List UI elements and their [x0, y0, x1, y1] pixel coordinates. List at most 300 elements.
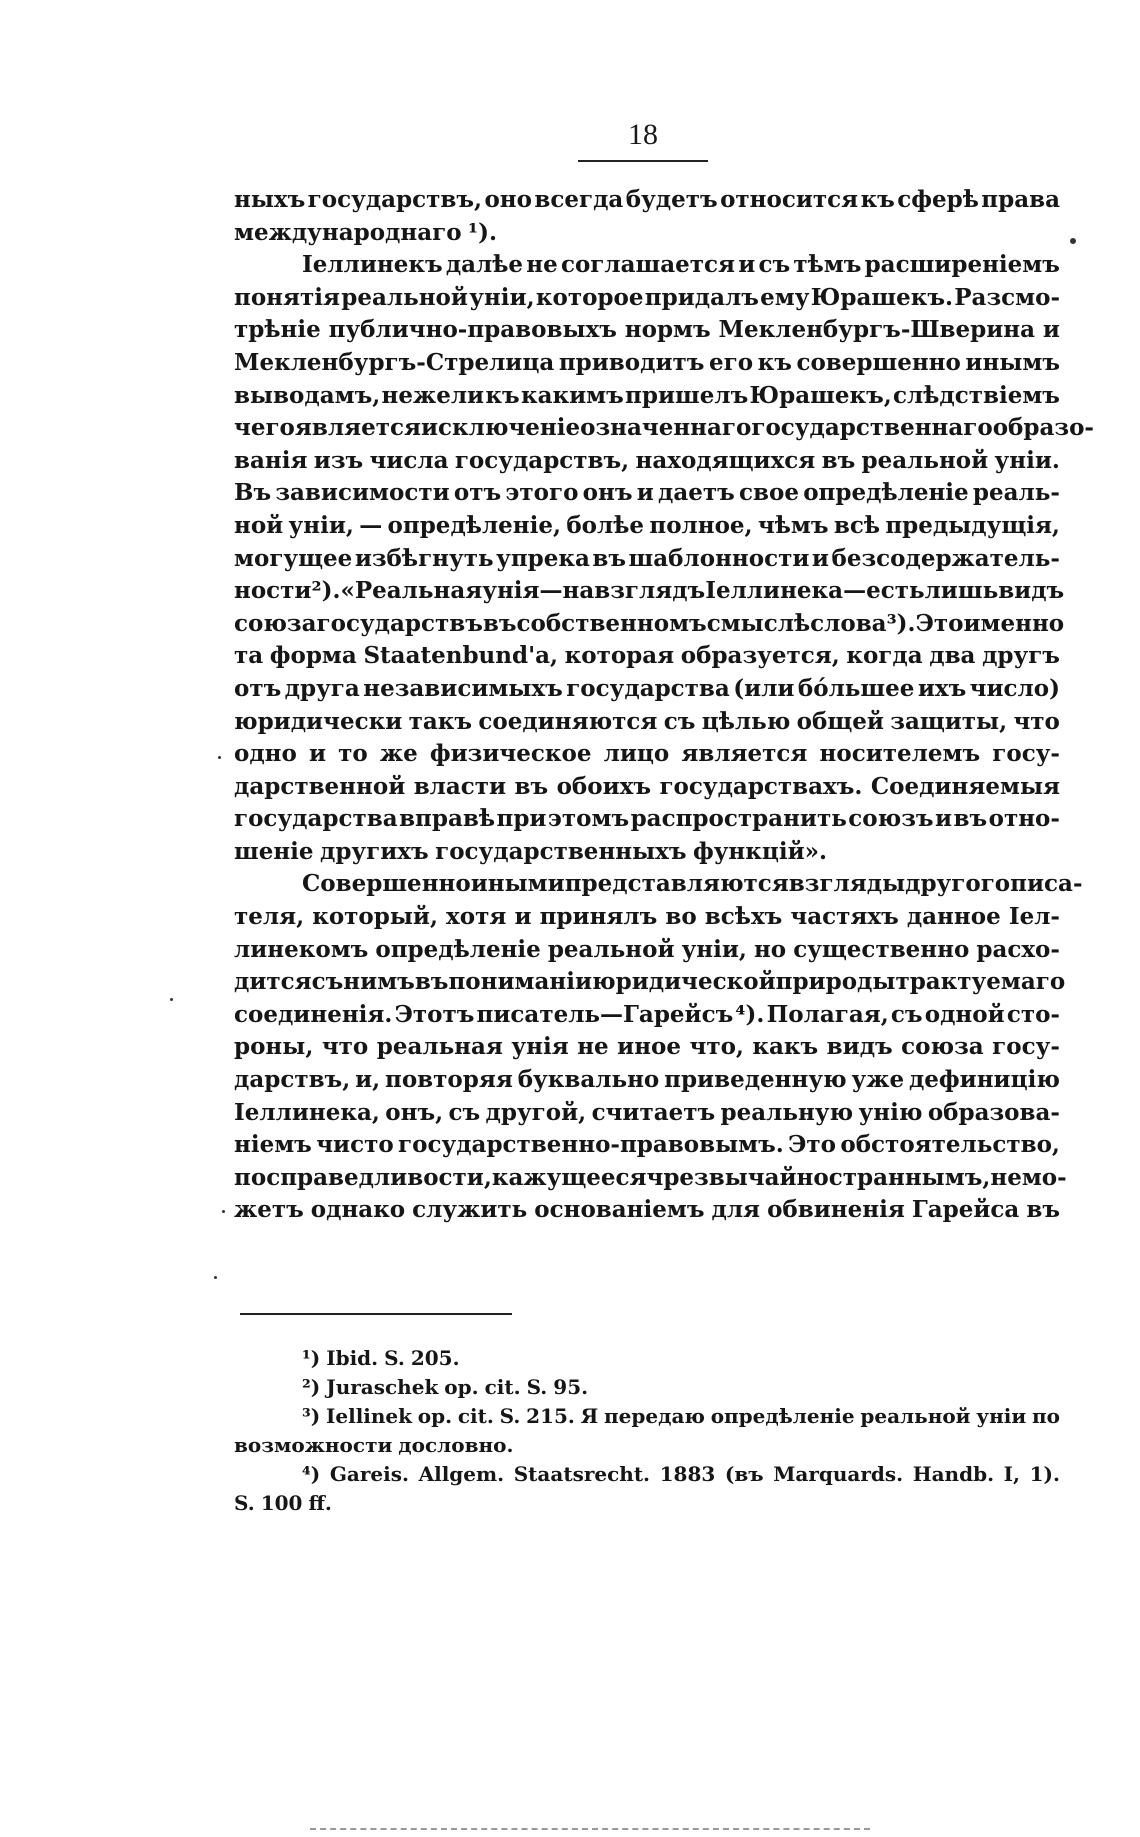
word: «Реальная: [340, 577, 483, 605]
text-line: [234, 1162, 1067, 1195]
word: хотя: [446, 903, 507, 931]
footnote-line: [234, 1460, 1060, 1489]
word: юридически: [234, 707, 403, 735]
text-line: [234, 934, 1060, 967]
word: что,: [689, 1033, 744, 1061]
word: реальной: [341, 283, 468, 311]
text-line: [234, 868, 1083, 901]
word: является: [294, 414, 421, 442]
word: съ: [663, 707, 696, 735]
word: что: [321, 1033, 369, 1061]
text-line: [234, 380, 1060, 413]
word: Staatsrecht.: [513, 1462, 651, 1486]
word: къ: [485, 381, 520, 409]
word: ¹).: [468, 218, 497, 246]
word: изъ: [313, 446, 364, 474]
word: государства: [566, 674, 730, 702]
text-line: [234, 640, 1060, 673]
word: природы: [775, 968, 896, 996]
word: образуется,: [680, 642, 840, 670]
text-line: [234, 771, 1060, 804]
word: линекомъ: [234, 935, 369, 963]
word: онъ: [582, 479, 633, 507]
text-line: [234, 901, 1060, 934]
word: шеніе: [234, 837, 314, 865]
word: I,: [1003, 1462, 1020, 1486]
word: опредѣленіе: [375, 935, 541, 963]
word: государствъ: [316, 609, 483, 637]
word: op.: [417, 1404, 453, 1428]
word: отно-: [988, 805, 1060, 833]
word: когда: [846, 642, 923, 670]
word: ихъ: [917, 674, 967, 702]
word: Marquards.: [773, 1462, 904, 1486]
word: чѣмъ: [757, 511, 829, 539]
text-line: [234, 184, 1060, 217]
word: лицо: [603, 740, 670, 768]
text-line: [234, 803, 1060, 836]
word: болѣе: [566, 511, 645, 539]
word: дарственной: [234, 772, 406, 800]
text-line: [234, 249, 1060, 282]
word: такъ: [408, 707, 473, 735]
word: будетъ: [625, 186, 718, 213]
word: даетъ: [658, 479, 735, 507]
word: который,: [312, 903, 438, 931]
word: для: [711, 1196, 761, 1224]
word: другого: [905, 870, 1011, 898]
text-line: [234, 217, 1060, 250]
word: во: [665, 903, 697, 931]
word: пришелъ: [625, 381, 749, 409]
word: частяхъ: [790, 903, 899, 931]
word: 1).: [1029, 1462, 1060, 1486]
word: и: [514, 903, 532, 931]
word: реальной: [547, 935, 675, 963]
word: cit.: [484, 1375, 521, 1399]
word: государственныхъ: [435, 837, 687, 865]
page-number: 18: [628, 118, 658, 151]
word: по: [234, 1163, 267, 1191]
word: и: [738, 251, 756, 279]
word: съ: [890, 1000, 923, 1028]
word: возможности: [234, 1433, 393, 1457]
word: кажущееся: [491, 1163, 647, 1191]
word: власти: [413, 772, 507, 800]
word: основаніемъ: [534, 1196, 705, 1224]
word: въ: [821, 446, 856, 474]
word: государственнаго: [751, 414, 993, 442]
word: отъ: [453, 479, 502, 507]
word: Staatenbund'a,: [363, 642, 559, 670]
text-line: [234, 1064, 1060, 1097]
word: Гарейса: [911, 1196, 1020, 1224]
word: и: [308, 740, 327, 768]
page-number-rule: [578, 160, 708, 162]
word: въ: [592, 544, 627, 572]
word: цѣлью: [701, 707, 791, 735]
word: расширеніемъ: [864, 251, 1060, 279]
word: въ: [414, 968, 449, 996]
word: чрезвычайно: [646, 1163, 829, 1191]
word: свое: [739, 479, 799, 507]
footnote-line: [234, 1431, 1060, 1460]
word: S.: [499, 1404, 521, 1428]
word: и: [1042, 316, 1060, 344]
word: служить: [412, 1196, 528, 1224]
word: означеннаго: [580, 414, 752, 442]
body-text: [234, 184, 1094, 1227]
word: друга: [284, 674, 360, 702]
word: трактуемаго: [895, 968, 1066, 996]
word: Въ: [234, 479, 272, 507]
word: по: [1031, 1404, 1060, 1428]
word: далѣе: [445, 251, 524, 279]
word: дится: [234, 968, 312, 996]
word: распространить: [630, 805, 847, 833]
word: бóльшее: [797, 674, 915, 702]
text-line: [234, 966, 1066, 999]
word: сто-: [1006, 1000, 1060, 1028]
word: число): [969, 674, 1060, 702]
word: S.: [234, 1491, 255, 1515]
word: (въ: [724, 1462, 764, 1486]
word: то: [338, 740, 368, 768]
word: числа: [369, 446, 449, 474]
word: ⁴).: [735, 1000, 765, 1028]
word: нимъ: [343, 968, 415, 996]
word: S.: [526, 1375, 548, 1399]
word: обвиненія: [767, 1196, 905, 1224]
word: опредѣленіе: [710, 1404, 855, 1428]
word: приведенную: [664, 1066, 847, 1094]
word: съ: [448, 1098, 481, 1126]
word: международнаго: [234, 218, 462, 246]
word: Juraschek: [326, 1375, 439, 1399]
word: 100: [260, 1491, 303, 1515]
word: слѣдствіемъ: [893, 381, 1060, 409]
word: Полагая,: [766, 1000, 889, 1028]
word: образова-: [927, 1098, 1060, 1126]
word: Я: [580, 1404, 599, 1428]
text-line: [234, 999, 1060, 1032]
word: исключеніе: [420, 414, 581, 442]
word: жетъ: [234, 1196, 304, 1224]
word: союза: [234, 609, 317, 637]
word: писатель—Гарейсъ: [476, 1000, 734, 1028]
word: государствахъ.: [659, 772, 863, 800]
word: государствъ,: [307, 186, 483, 213]
text-line: [234, 575, 1065, 608]
word: ²): [302, 1375, 321, 1399]
word: ff.: [308, 1491, 332, 1515]
word: оно: [484, 186, 532, 213]
word: придалъ: [644, 283, 759, 311]
word: независимыхъ: [363, 674, 563, 702]
word: этомъ: [547, 805, 630, 833]
word: принялъ: [539, 903, 658, 931]
word: юридической: [592, 968, 776, 996]
scan-speck: [222, 1210, 225, 1213]
word: въ: [953, 805, 988, 833]
word: ³).: [886, 609, 916, 637]
word: чего: [234, 414, 295, 442]
word: повторяя: [385, 1066, 513, 1094]
text-line: [234, 706, 1060, 739]
word: реальной: [861, 446, 989, 474]
word: понятія: [234, 283, 340, 311]
word: Іел-: [1008, 903, 1060, 931]
word: могущее: [234, 544, 353, 572]
word: опредѣленіе: [803, 479, 969, 507]
word: Это: [788, 1131, 837, 1159]
text-line: [234, 445, 1060, 478]
word: совершенно: [796, 348, 961, 376]
word: отъ: [234, 674, 282, 702]
text-line: [234, 282, 1060, 315]
word: Юрашекъ.: [810, 283, 953, 311]
word: этого: [505, 479, 579, 507]
word: права: [981, 186, 1060, 213]
word: видъ: [998, 577, 1065, 605]
word: всегда: [534, 186, 624, 213]
word: не: [577, 1033, 609, 1061]
word: носителемъ: [819, 740, 981, 768]
word: реаль-: [972, 479, 1060, 507]
word: упрека: [496, 544, 590, 572]
word: Совершенно: [302, 870, 471, 898]
word: уніи,: [681, 935, 747, 963]
word: какимъ: [520, 381, 624, 409]
footnote-line: [234, 1402, 1060, 1431]
word: 215.: [526, 1404, 575, 1428]
text-line: [234, 477, 1060, 510]
scan-speck: [218, 756, 221, 759]
scan-speck: [170, 998, 173, 1001]
text-line: [234, 738, 1060, 771]
word: собственномъ: [516, 609, 707, 637]
word: дефиницію: [908, 1066, 1060, 1094]
word: смыслѣ: [706, 609, 811, 637]
text-line: [234, 347, 1060, 380]
word: именно: [963, 609, 1065, 637]
word: Разсмо-: [954, 283, 1060, 311]
word: считаетъ: [591, 1098, 716, 1126]
word: другой,: [485, 1098, 587, 1126]
word: шаблонности: [628, 544, 810, 572]
word: Это: [915, 609, 964, 637]
word: въ: [482, 609, 517, 637]
word: страннымъ,: [828, 1163, 991, 1191]
footnote-line: [234, 1373, 1060, 1402]
word: относится: [720, 186, 859, 213]
word: S.: [384, 1346, 405, 1370]
footnotes: [234, 1344, 1060, 1518]
word: op.: [444, 1375, 479, 1399]
word: соединенія.: [234, 1000, 393, 1028]
word: слова: [810, 609, 887, 637]
word: два: [929, 642, 976, 670]
word: унія: [511, 1033, 569, 1061]
word: Handb.: [912, 1462, 995, 1486]
word: государственно-правовымъ.: [398, 1131, 784, 1159]
footnote-line: [234, 1344, 1060, 1373]
word: теля,: [234, 903, 305, 931]
word: которое: [535, 283, 644, 311]
word: Юрашекъ,: [749, 381, 892, 409]
word: уніи: [976, 1404, 1027, 1428]
word: унія—на: [482, 577, 595, 605]
word: же: [379, 740, 418, 768]
word: Іеллинека,: [234, 1098, 380, 1126]
text-line: [234, 543, 1060, 576]
word: Этотъ: [394, 1000, 475, 1028]
word: Мекленбургъ-Стрелица: [234, 348, 555, 376]
word: находящихся: [635, 446, 816, 474]
word: союзъ: [848, 805, 934, 833]
footnote-separator: [240, 1313, 512, 1315]
word: что: [1013, 707, 1060, 735]
word: ванія: [234, 446, 308, 474]
word: Іеллинека—есть: [705, 577, 925, 605]
word: всѣ: [833, 511, 881, 539]
word: при: [496, 805, 547, 833]
word: роны,: [234, 1033, 314, 1061]
word: ной: [234, 511, 284, 539]
word: одной: [924, 1000, 1005, 1028]
word: союза: [901, 1033, 984, 1061]
scan-speck: [214, 1276, 217, 1279]
word: и: [811, 544, 829, 572]
word: буквально: [517, 1066, 660, 1094]
word: опредѣленіе,: [387, 511, 562, 539]
text-line: [234, 673, 1060, 706]
word: дословно.: [398, 1433, 514, 1457]
word: представляются: [564, 870, 789, 898]
word: образо-: [992, 414, 1094, 442]
word: реальной: [860, 1404, 971, 1428]
word: другихъ: [320, 837, 429, 865]
word: соглашается: [560, 251, 736, 279]
word: лишь: [924, 577, 999, 605]
word: предыдущія,: [885, 511, 1060, 539]
word: трѣніе: [234, 316, 321, 344]
word: другъ: [982, 642, 1060, 670]
word: ныхъ: [234, 186, 306, 213]
word: избѣгнуть: [354, 544, 494, 572]
word: государства: [234, 805, 398, 833]
word: реальную: [720, 1098, 854, 1126]
word: 205.: [410, 1346, 460, 1370]
word: публично-правовыхъ: [328, 316, 617, 344]
word: форма: [269, 642, 357, 670]
scan-edge-marks: [310, 1828, 870, 1830]
word: не: [526, 251, 558, 279]
word: обстоятельство,: [840, 1131, 1060, 1159]
word: Iellinek: [326, 1404, 413, 1428]
word: тѣмъ: [793, 251, 862, 279]
footnote-line: [234, 1489, 1060, 1518]
word: является: [681, 740, 808, 768]
word: та: [234, 642, 264, 670]
word: писа-: [1010, 870, 1083, 898]
word: Allgem.: [418, 1462, 505, 1486]
word: инымъ: [965, 348, 1060, 376]
word: какъ: [752, 1033, 819, 1061]
word: функцій».: [692, 837, 828, 865]
word: 95.: [553, 1375, 589, 1399]
word: ности: [234, 577, 312, 605]
word: въ: [1026, 1196, 1060, 1224]
text-line: [234, 510, 1060, 543]
word: ¹): [302, 1346, 321, 1370]
word: реальная: [376, 1033, 503, 1061]
word: соединяются: [478, 707, 658, 735]
word: данное: [906, 903, 1001, 931]
word: госу-: [992, 1033, 1060, 1061]
word: уніи.: [994, 446, 1060, 474]
scan-speck: [1070, 238, 1076, 244]
word: дарствъ,: [234, 1066, 351, 1094]
word: ему: [760, 283, 810, 311]
text-line: [234, 1129, 1060, 1162]
word: сферѣ: [897, 186, 979, 213]
word: къ: [860, 186, 895, 213]
word: и,: [355, 1066, 381, 1094]
word: пониманіи: [448, 968, 593, 996]
word: унію: [858, 1098, 923, 1126]
text-line: [234, 314, 1060, 347]
text-line: [234, 836, 1060, 869]
word: которая: [564, 642, 675, 670]
word: къ: [757, 348, 792, 376]
word: ніемъ: [234, 1131, 312, 1159]
word: нормъ: [624, 316, 711, 344]
word: выводамъ,: [234, 381, 381, 409]
word: его: [708, 348, 754, 376]
text-line: [234, 1194, 1060, 1227]
word: государствъ,: [454, 446, 630, 474]
word: госу-: [992, 740, 1060, 768]
text-line: [234, 1031, 1060, 1064]
word: нежели: [381, 381, 485, 409]
word: вправѣ: [399, 805, 496, 833]
word: справедливости,: [266, 1163, 492, 1191]
word: существенно: [793, 935, 970, 963]
word: съ: [311, 968, 344, 996]
word: видъ: [826, 1033, 893, 1061]
text-line: [234, 1097, 1060, 1130]
word: защиты,: [890, 707, 1008, 735]
word: cit.: [457, 1404, 494, 1428]
word: ²).: [311, 577, 341, 605]
word: уніи,: [469, 283, 535, 311]
word: въ: [514, 772, 549, 800]
word: 1883: [659, 1462, 716, 1486]
word: Мекленбургъ-Шверина: [718, 316, 1036, 344]
word: Gareis.: [329, 1462, 409, 1486]
word: безсодержатель-: [831, 544, 1060, 572]
word: расхо-: [976, 935, 1060, 963]
word: Іеллинекъ: [302, 251, 443, 279]
word: Ibid.: [326, 1346, 379, 1370]
word: ³): [302, 1404, 321, 1428]
word: общей: [796, 707, 884, 735]
text-line: [234, 608, 1065, 641]
word: чисто: [316, 1131, 394, 1159]
text-line: [234, 412, 1094, 445]
word: однако: [310, 1196, 406, 1224]
